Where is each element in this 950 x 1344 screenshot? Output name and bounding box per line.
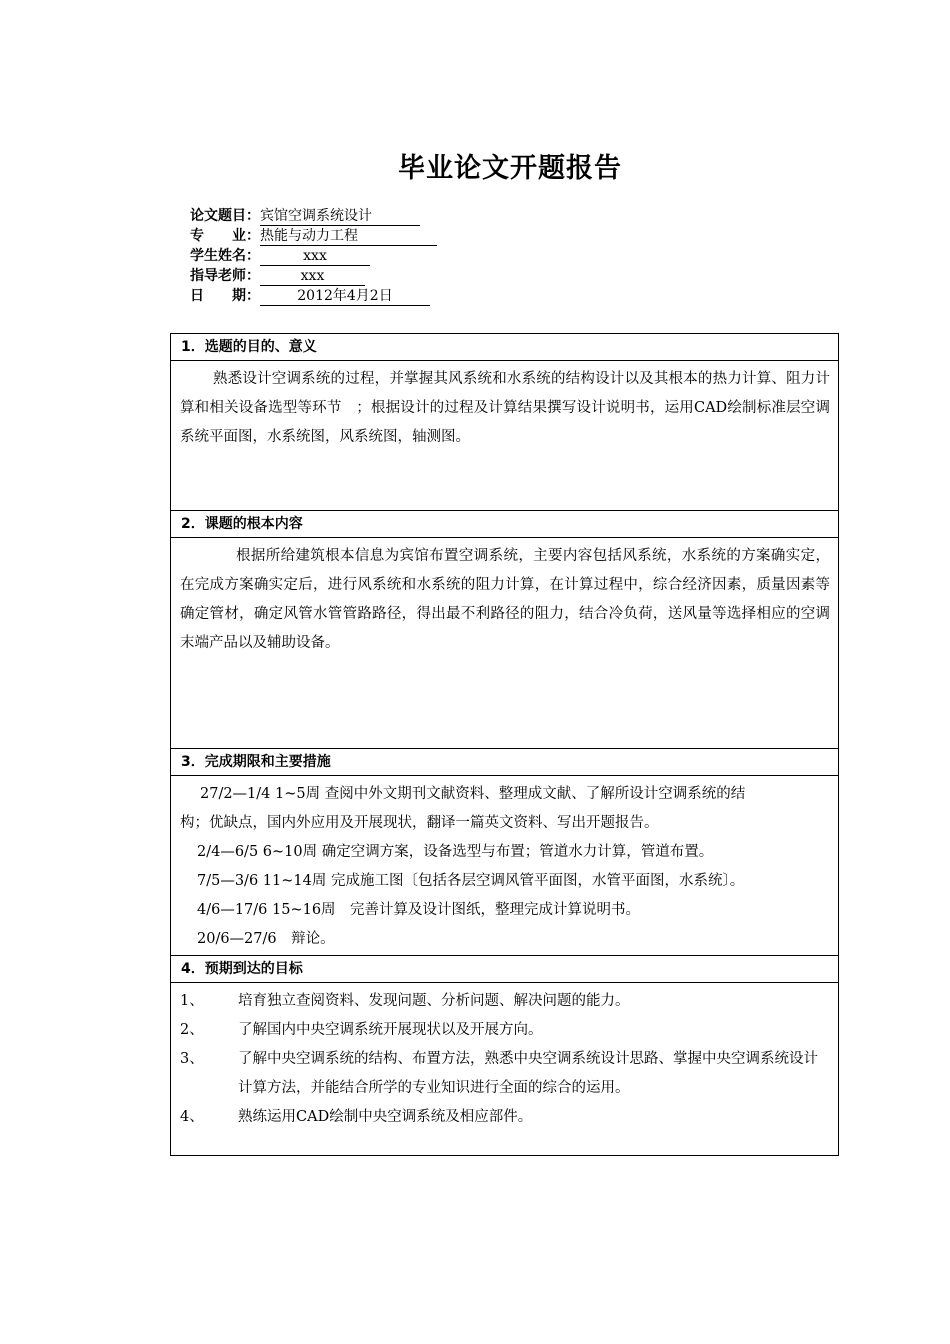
date-value: 2012年4月2日 — [260, 288, 430, 306]
goal-item — [180, 1045, 830, 1103]
info-row-major — [190, 226, 437, 246]
report-table — [170, 333, 839, 1156]
info-row-advisor — [190, 266, 437, 286]
schedule-line: 2/4—6/5 6~10周 确定空调方案，设备选型与布置；管道水力计算，管道布置。 — [197, 844, 714, 860]
purpose-paragraph: 熟悉设计空调系统的过程，并掌握其风系统和水系统的结构设计以及其根本的热力计算、阻力计算和相关设备选型等环节 ；根据设计的过程及计算结果撰写设计说明书，运用CAD绘制标准层空调系统平面图，水系统图，风系统图，轴测图。 — [180, 371, 830, 445]
goal-number: 4、 — [180, 1109, 204, 1125]
schedule-line: 4/6—17/6 15~16周 完善计算及设计图纸，整理完成计算说明书。 — [197, 902, 641, 918]
section-body-content — [171, 538, 838, 749]
goal-number: 3、 — [180, 1051, 204, 1067]
goal-item — [180, 987, 830, 1016]
goal-text: 了解国内中央空调系统开展现状以及开展方向。 — [238, 1022, 543, 1038]
section-body-goals — [171, 983, 838, 1155]
section-body-purpose — [171, 361, 838, 511]
schedule-line-continued: 构；优缺点，国内外应用及开展现状，翻译一篇英文资料、写出开题报告。 — [180, 815, 659, 831]
goal-number: 2、 — [180, 1022, 204, 1038]
advisor-value: xxx — [260, 268, 365, 286]
schedule-line: 27/2—1/4 1~5周 查阅中外文期刊文献资料、整理成文献、了解所设计空调系统的结 — [200, 786, 746, 802]
date-label: 日 期： — [190, 288, 260, 304]
info-row-student — [190, 246, 437, 266]
topic-value: 宾馆空调系统设计 — [260, 208, 420, 226]
major-label: 专 业： — [190, 228, 260, 244]
schedule-line: 20/6—27/6 辩论。 — [197, 931, 335, 947]
goal-text: 了解中央空调系统的结构、布置方法，熟悉中央空调系统设计思路、掌握中央空调系统设计计算方法，并能结合所学的专业知识进行全面的综合的运用。 — [238, 1051, 818, 1096]
section-heading-purpose: 1．选题的目的、意义 — [171, 334, 838, 361]
advisor-label: 指导老师： — [190, 268, 260, 284]
student-value: xxx — [260, 248, 370, 266]
goal-item — [180, 1103, 830, 1132]
goal-number: 1、 — [180, 993, 204, 1009]
section-body-schedule — [171, 776, 838, 956]
section-heading-goals: 4．预期到达的目标 — [171, 956, 838, 983]
section-heading-content: 2．课题的根本内容 — [171, 511, 838, 538]
goal-text: 培育独立查阅资料、发现问题、分析问题、解决问题的能力。 — [238, 993, 630, 1009]
schedule-line: 7/5—3/6 11~14周 完成施工图〔包括各层空调风管平面图，水管平面图，水系统〕。 — [197, 873, 745, 889]
info-block — [190, 206, 437, 306]
content-paragraph: 根据所给建筑根本信息为宾馆布置空调系统，主要内容包括风系统，水系统的方案确实定，在完成方案确实定后，进行风系统和水系统的阻力计算，在计算过程中，综合经济因素，质量因素等确定管材，确定风管水管管路路径，得出最不利路径的阻力，结合冷负荷，送风量等选择相应的空调末端产品以及辅助设备。 — [180, 548, 830, 651]
info-row-topic — [190, 206, 437, 226]
student-label: 学生姓名： — [190, 248, 260, 264]
goal-item — [180, 1016, 830, 1045]
info-row-date — [190, 286, 437, 306]
goal-text: 熟练运用CAD绘制中央空调系统及相应部件。 — [238, 1109, 533, 1125]
topic-label: 论文题目： — [190, 208, 260, 224]
major-value: 热能与动力工程 — [260, 228, 437, 246]
document-title: 毕业论文开题报告 — [398, 153, 622, 184]
section-heading-schedule: 3．完成期限和主要措施 — [171, 749, 838, 776]
